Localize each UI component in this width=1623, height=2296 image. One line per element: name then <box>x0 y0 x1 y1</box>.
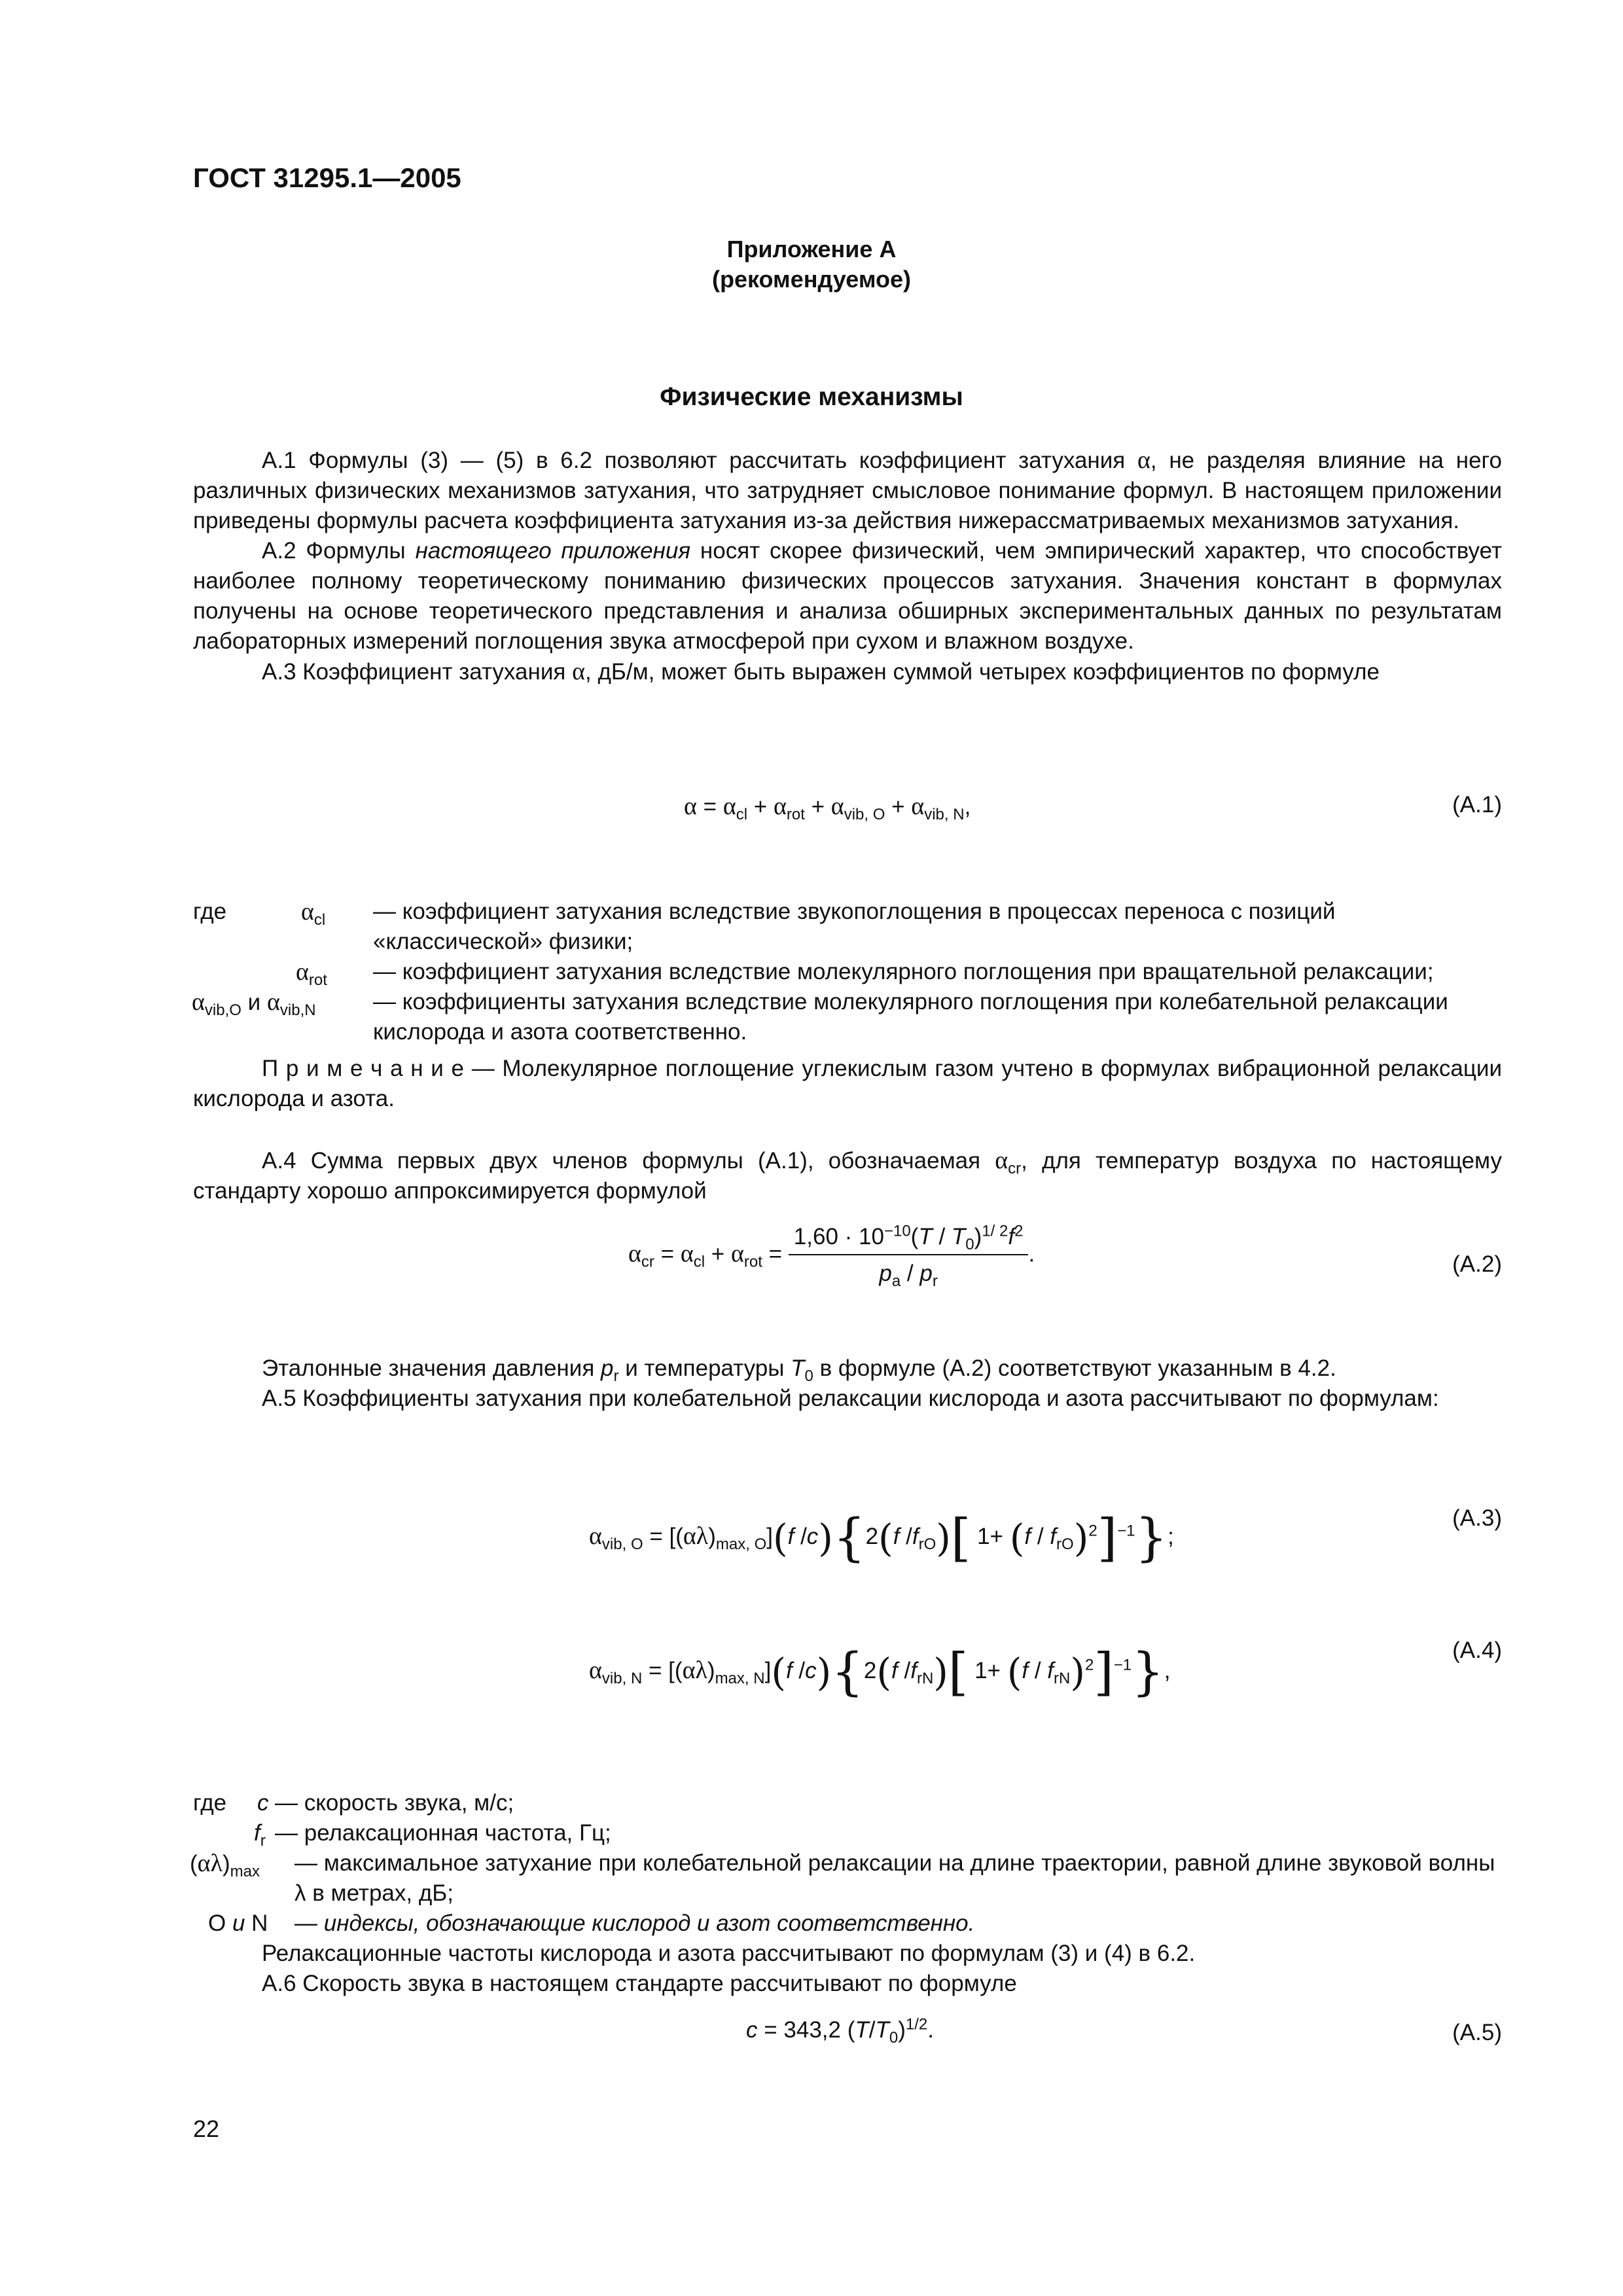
paragraph-a1: А.1 Формулы (3) — (5) в 6.2 позволяют рассчитать коэффициент затухания α, не разделяя влияние на него различных физических механизмов затухания, что затрудняет смысловое понимание формул. В настоящем приложении приведены формулы расчета коэффициента затухания из-за действия нижерассматриваемых механизмов затухания. <box>193 446 1502 533</box>
paragraph-a5: А.5 Коэффициенты затухания при колебательной релаксации кислорода и азота рассчитывают по формулам: <box>262 1386 1439 1411</box>
symbol-o-and-n: O и N <box>208 1910 268 1936</box>
definition-alpha-vib: — коэффициенты затухания вследствие молекулярного поглощения при колебательной релаксации кислорода и азота соответственно. <box>373 989 1448 1045</box>
definition-o-and-n: — индексы, обозначающие кислород и азот соответственно. <box>294 1910 975 1936</box>
appendix-kind: (рекомендуемое) <box>712 266 911 293</box>
paragraph-reference-a5 <box>193 1354 1502 1414</box>
paragraph-a3: А.3 Коэффициент затухания α, дБ/м, может быть выражен суммой четырех коэффициентов по формуле <box>262 658 1380 685</box>
equation-a2-fraction: $\frac{1,60 \cdot 10^{-10}(T / T_0)^{1/ 2}f^2}{p_a / p_r}$ <box>789 1224 1029 1287</box>
equation-number-a5: (А.5) <box>1452 2020 1502 2045</box>
definition-c: — скорость звука, м/с; <box>275 1790 514 1816</box>
definition-alpha-rot: — коэффициент затухания вследствие молекулярного поглощения при вращательной релаксации; <box>373 959 1434 984</box>
where-label-1: где <box>193 899 227 924</box>
definition-alpha-lambda-max: — максимальное затухание при колебательной релаксации на длине траектории, равной длине звуковой волны λ в метрах, дБ; <box>294 1850 1495 1906</box>
appendix-heading <box>0 234 1623 295</box>
definition-alpha-cl: — коэффициент затухания вследствие звукопоглощения в процессах переноса с позиций «классической» физики; <box>373 899 1336 954</box>
note <box>193 1054 1502 1114</box>
paragraph-relax: Релаксационные частоты кислорода и азота рассчитывают по формулам (3) и (4) в 6.2. <box>262 1941 1196 1966</box>
symbol-alpha-rot: $\alpha_{rot}$ <box>296 958 327 989</box>
section-title: Физические механизмы <box>660 383 963 411</box>
appendix-title: Приложение А <box>726 236 897 262</box>
symbol-fr: $f_r$ <box>254 1820 266 1850</box>
equation-a1: $\alpha = \alpha_{cl} + \alpha_{rot} + \alpha_{vib, O} + \alpha_{vib, N}$, <box>684 793 971 823</box>
symbol-alpha-vib: $\alpha_{vib,O}$ и $\alpha_{vib,N}$ <box>192 988 316 1019</box>
equation-number-a3: (А.3) <box>1452 1505 1502 1531</box>
alpha-symbol: α <box>1137 446 1150 474</box>
paragraph-reference: Эталонные значения давления $p_r$ и температуры $T_0$ в формуле (А.2) соответствуют указанным в 4.2. <box>262 1355 1336 1385</box>
equation-a5: c = 343,2 $(T/T_0)^{1/2}$. <box>746 2015 934 2047</box>
symbol-alpha-cl: $\alpha_{cl}$ <box>301 898 326 929</box>
equation-a4: $\alpha_{vib, N} = [(\alpha\lambda)_{max, N}](f$ /c){2(f $/f_{rN}$)[ $1+ (f / f_{rN})^2]^{-1}$}, <box>589 1642 1171 1702</box>
where-label-2: где <box>193 1790 227 1816</box>
paragraph-a4: А.4 Сумма первых двух членов формулы (А.1), обозначаемая $\alpha_{cr}$, для температур воздуха по настоящему стандарту хорошо аппроксимируется формулой <box>193 1147 1502 1204</box>
body-paragraphs-1 <box>193 445 1502 687</box>
definition-fr: — релаксационная частота, Гц; <box>275 1820 611 1846</box>
symbol-alpha-lambda-max: $(\alpha\lambda)_{max}$ <box>190 1850 260 1880</box>
page-number: 22 <box>193 2115 220 2142</box>
paragraph-a2: А.2 Формулы настоящего приложения носят скорее физический, чем эмпирический характер, что способствует наиболее полному теоретическому пониманию физических процессов затухания. Значения констант в формулах получены на основе теоретического представления и анализа обширных экспериментальных данных по результатам лабораторных измерений поглощения звука атмосферой при сухом и влажном воздухе. <box>193 538 1502 654</box>
paragraph-relax-a6 <box>193 1939 1502 1999</box>
equation-a2: $\alpha_{cr} = \alpha_{cl} + \alpha_{rot}$ = $\frac{1,60 \cdot 10^{-10}(T / T_0)^{1/ 2}f^2}{p_a / p_r}$ . <box>628 1222 1035 1290</box>
document-header: ГОСТ 31295.1—2005 <box>193 162 461 193</box>
equation-a3: $\alpha_{vib, O} = [(\alpha\lambda)_{max, O}](f$ /c){2(f $/f_{rO}$)[ $1+ (f / f_{rO})^2]^{-1}$}; <box>589 1508 1174 1568</box>
equation-number-a1: (А.1) <box>1452 792 1502 817</box>
equation-number-a4: (А.4) <box>1452 1638 1502 1663</box>
symbol-c: c <box>257 1790 269 1816</box>
note-label: П р и м е ч а н и е <box>262 1056 464 1081</box>
note-text: — Молекулярное поглощение углекислым газом учтено в формулах вибрационной релаксации кислорода и азота. <box>193 1056 1502 1111</box>
paragraph-a6: А.6 Скорость звука в настоящем стандарте рассчитывают по формуле <box>262 1971 1017 1996</box>
equation-number-a2: (А.2) <box>1452 1251 1502 1277</box>
